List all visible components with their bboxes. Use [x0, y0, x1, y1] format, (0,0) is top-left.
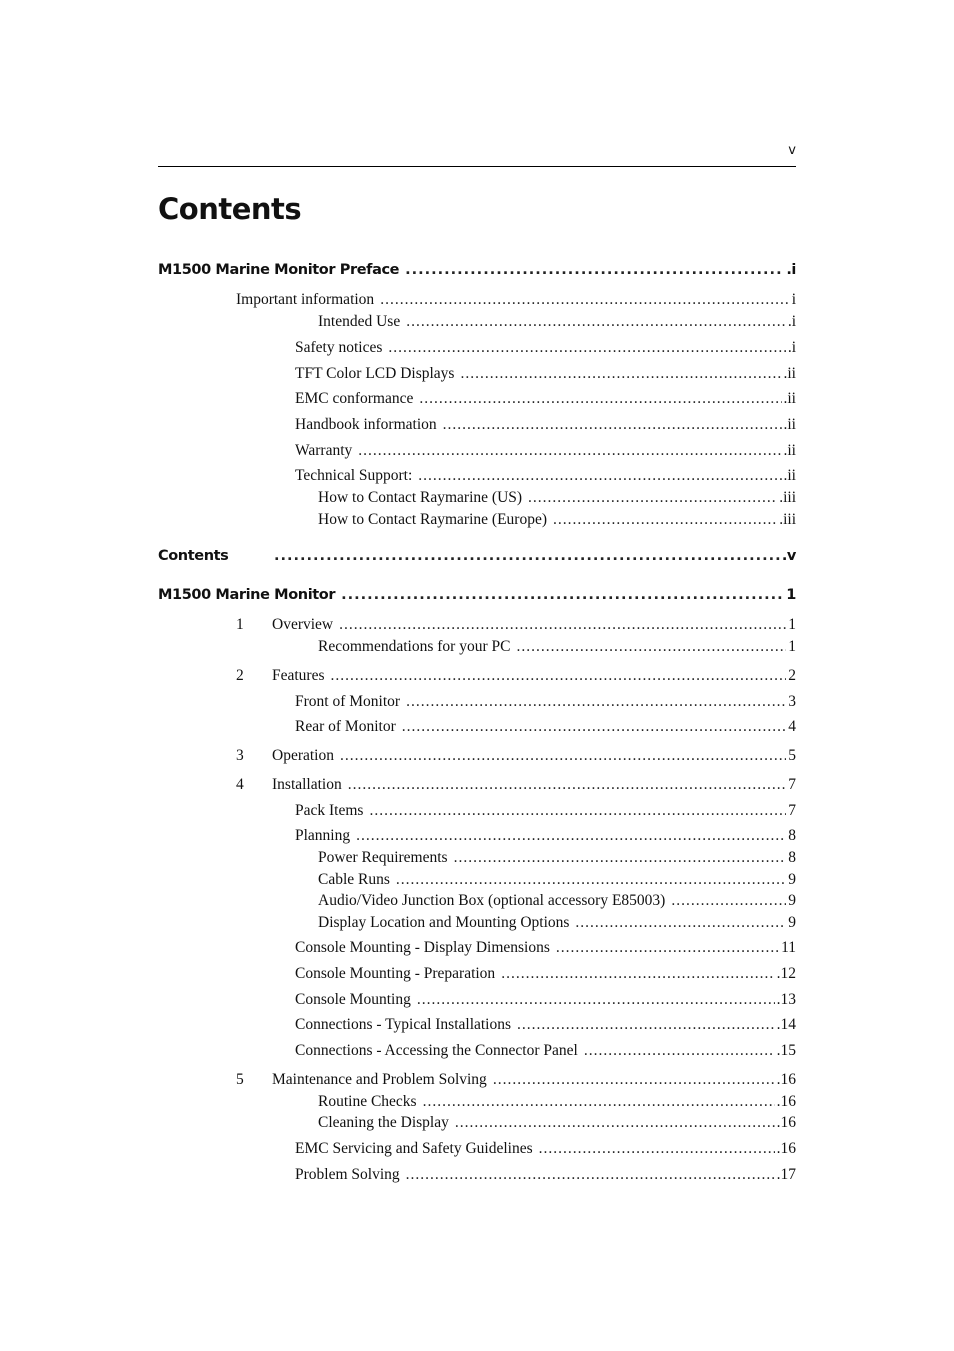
toc-section[interactable] [0, 587, 954, 609]
toc-entry[interactable] [0, 291, 954, 313]
page-title: Contents [158, 192, 302, 226]
toc-entry-page: 1 [788, 638, 796, 655]
toc-entry-page: .16 [776, 1114, 796, 1131]
toc-entry[interactable] [0, 871, 954, 893]
dot-leader [556, 939, 779, 957]
toc-entry[interactable] [0, 390, 954, 412]
toc-entry[interactable] [0, 965, 954, 987]
toc-entry-title: Technical Support: [295, 467, 413, 484]
toc-entry-title: Handbook information [295, 416, 437, 433]
toc-entry-title: Overview [272, 616, 334, 633]
toc-entry[interactable] [0, 467, 954, 489]
toc-entry-page: 7 [788, 776, 796, 793]
toc-entry-title: Safety notices [295, 339, 383, 356]
toc-entry[interactable] [0, 1071, 954, 1093]
toc-entry-title: Warranty [295, 442, 353, 459]
toc-entry[interactable] [0, 1114, 954, 1136]
toc-entry[interactable] [0, 849, 954, 871]
toc-section[interactable] [0, 548, 954, 570]
dot-leader [517, 1016, 775, 1034]
toc-entry-title: Routine Checks [318, 1093, 417, 1110]
toc-entry-page: .ii [783, 390, 796, 407]
toc-entry[interactable] [0, 939, 954, 961]
toc-entry-page: 4 [788, 718, 796, 735]
dot-leader [460, 365, 781, 383]
dot-leader [406, 693, 786, 711]
toc-entry-title: Audio/Video Junction Box (optional accessory E85003) [318, 892, 666, 909]
toc-entry-title: Console Mounting - Display Dimensions [295, 939, 550, 956]
dot-leader [339, 616, 786, 634]
page-number: v [788, 143, 796, 158]
toc-entry-title: M1500 Marine Monitor Preface [158, 262, 400, 278]
dot-leader [331, 667, 787, 685]
toc-entry-page: 9 [788, 871, 796, 888]
toc-entry[interactable] [0, 416, 954, 438]
toc-entry-title: Planning [295, 827, 351, 844]
toc-entry-page: 3 [788, 693, 796, 710]
dot-leader [418, 467, 781, 485]
toc-entry-page: 11 [781, 939, 796, 956]
toc-entry[interactable] [0, 1093, 954, 1115]
toc-entry-title: Cable Runs [318, 871, 390, 888]
dot-leader [584, 1042, 775, 1060]
toc-entry-title: M1500 Marine Monitor [158, 587, 336, 603]
toc-entry-title: Pack Items [295, 802, 364, 819]
toc-entry-page: 2 [788, 667, 796, 684]
dot-leader [405, 262, 784, 278]
toc-entry[interactable] [0, 991, 954, 1013]
toc-entry-title: How to Contact Raymarine (US) [318, 489, 523, 506]
toc-entry-page: .16 [776, 1071, 796, 1088]
toc-entry[interactable] [0, 747, 954, 769]
toc-entry[interactable] [0, 638, 954, 660]
toc-entry[interactable] [0, 1140, 954, 1162]
toc-entry-page: 7 [788, 802, 796, 819]
toc-entry-page: .14 [776, 1016, 796, 1033]
dot-leader [402, 718, 787, 736]
toc-entry[interactable] [0, 616, 954, 638]
dot-leader [274, 548, 780, 564]
dot-leader [406, 1166, 775, 1184]
toc-entry-page: .ii [783, 467, 796, 484]
toc-entry-page: 1 [788, 616, 796, 633]
toc-entry-page: .16 [776, 1093, 796, 1110]
toc-entry-title: Features [272, 667, 325, 684]
toc-entry-page: .v [781, 548, 796, 564]
toc-entry-page: .ii [783, 365, 796, 382]
dot-leader [369, 802, 786, 820]
toc-entry-title: Connections - Typical Installations [295, 1016, 512, 1033]
toc-entry-page: .i [786, 262, 796, 278]
toc-entry-page: .12 [776, 965, 796, 982]
toc-entry-page: 9 [788, 892, 796, 909]
toc-entry-title: Cleaning the Display [318, 1114, 449, 1131]
toc-entry-title: Intended Use [318, 313, 401, 330]
toc-entry-page: .13 [776, 991, 796, 1008]
toc-entry-number: 3 [236, 747, 244, 764]
toc-entry-title: Front of Monitor [295, 693, 401, 710]
dot-leader [455, 1114, 775, 1132]
toc-entry-page: .iii [779, 511, 796, 528]
dot-leader [388, 339, 785, 357]
toc-entry-page: .iii [779, 489, 796, 506]
dot-leader [341, 587, 784, 603]
toc-entry-number: 1 [236, 616, 244, 633]
toc-entry-title: Console Mounting [295, 991, 411, 1008]
toc-entry-page: i [791, 291, 796, 308]
toc-entry-title: How to Contact Raymarine (Europe) [318, 511, 547, 528]
toc-entry[interactable] [0, 313, 954, 335]
dot-leader [553, 511, 777, 529]
dot-leader [501, 965, 774, 983]
toc-entry-title: Rear of Monitor [295, 718, 396, 735]
toc-entry[interactable] [0, 776, 954, 798]
toc-entry-number: 2 [236, 667, 244, 684]
toc-entry-title: Important information [236, 291, 375, 308]
toc-entry[interactable] [0, 892, 954, 914]
dot-leader [454, 849, 787, 867]
dot-leader [380, 291, 790, 309]
dot-leader [417, 991, 775, 1009]
toc-entry-title: TFT Color LCD Displays [295, 365, 455, 382]
toc-entry[interactable] [0, 802, 954, 824]
dot-leader [493, 1071, 775, 1089]
toc-entry-title: EMC Servicing and Safety Guidelines [295, 1140, 533, 1157]
dot-leader [348, 776, 787, 794]
dot-leader [671, 892, 786, 910]
dot-leader [406, 313, 786, 331]
toc-entry-page: 9 [788, 914, 796, 931]
dot-leader [528, 489, 777, 507]
toc-entry-number: 4 [236, 776, 244, 793]
dot-leader [539, 1140, 775, 1158]
toc-entry-page: .17 [776, 1166, 796, 1183]
dot-leader [419, 390, 781, 408]
toc-entry-title: Maintenance and Problem Solving [272, 1071, 487, 1088]
toc-entry[interactable] [0, 667, 954, 689]
toc-entry-page: .ii [783, 442, 796, 459]
toc-entry[interactable] [0, 511, 954, 533]
toc-entry-title: Connections - Accessing the Connector Panel [295, 1042, 578, 1059]
dot-leader [396, 871, 786, 889]
toc-section[interactable] [0, 262, 954, 284]
toc-entry-title: Console Mounting - Preparation [295, 965, 496, 982]
toc-entry-title: Operation [272, 747, 334, 764]
toc-entry-page: .i [787, 339, 796, 356]
toc-entry-title: Display Location and Mounting Options [318, 914, 570, 931]
dot-leader [423, 1093, 775, 1111]
toc-entry-title: Contents [158, 548, 229, 564]
toc-entry-title: Problem Solving [295, 1166, 400, 1183]
dot-leader [516, 638, 786, 656]
dot-leader [340, 747, 786, 765]
toc-entry-title: Recommendations for your PC [318, 638, 511, 655]
toc-entry-page: .i [787, 313, 796, 330]
toc-entry-title: Installation [272, 776, 342, 793]
toc-entry[interactable] [0, 1042, 954, 1064]
toc-entry-title: EMC conformance [295, 390, 414, 407]
header-rule [158, 166, 796, 167]
toc-entry[interactable] [0, 827, 954, 849]
toc-entry[interactable] [0, 914, 954, 936]
dot-leader [358, 442, 781, 460]
toc-entry-page: 5 [788, 747, 796, 764]
toc-entry-number: 5 [236, 1071, 244, 1088]
toc-entry-page: 1 [786, 587, 796, 603]
toc-entry[interactable] [0, 489, 954, 511]
toc-entry[interactable] [0, 693, 954, 715]
toc-entry[interactable] [0, 339, 954, 361]
toc-entry-title: Power Requirements [318, 849, 448, 866]
toc-entry[interactable] [0, 718, 954, 740]
dot-leader [575, 914, 786, 932]
dot-leader [443, 416, 782, 434]
toc-entry-page: .ii [783, 416, 796, 433]
toc-entry[interactable] [0, 1166, 954, 1188]
toc-entry[interactable] [0, 442, 954, 464]
toc-entry-page: 8 [788, 827, 796, 844]
toc-entry[interactable] [0, 1016, 954, 1038]
toc-entry-page: .15 [776, 1042, 796, 1059]
toc-entry[interactable] [0, 365, 954, 387]
dot-leader [356, 827, 786, 845]
toc-entry-page: 8 [788, 849, 796, 866]
toc-entry-page: .16 [776, 1140, 796, 1157]
